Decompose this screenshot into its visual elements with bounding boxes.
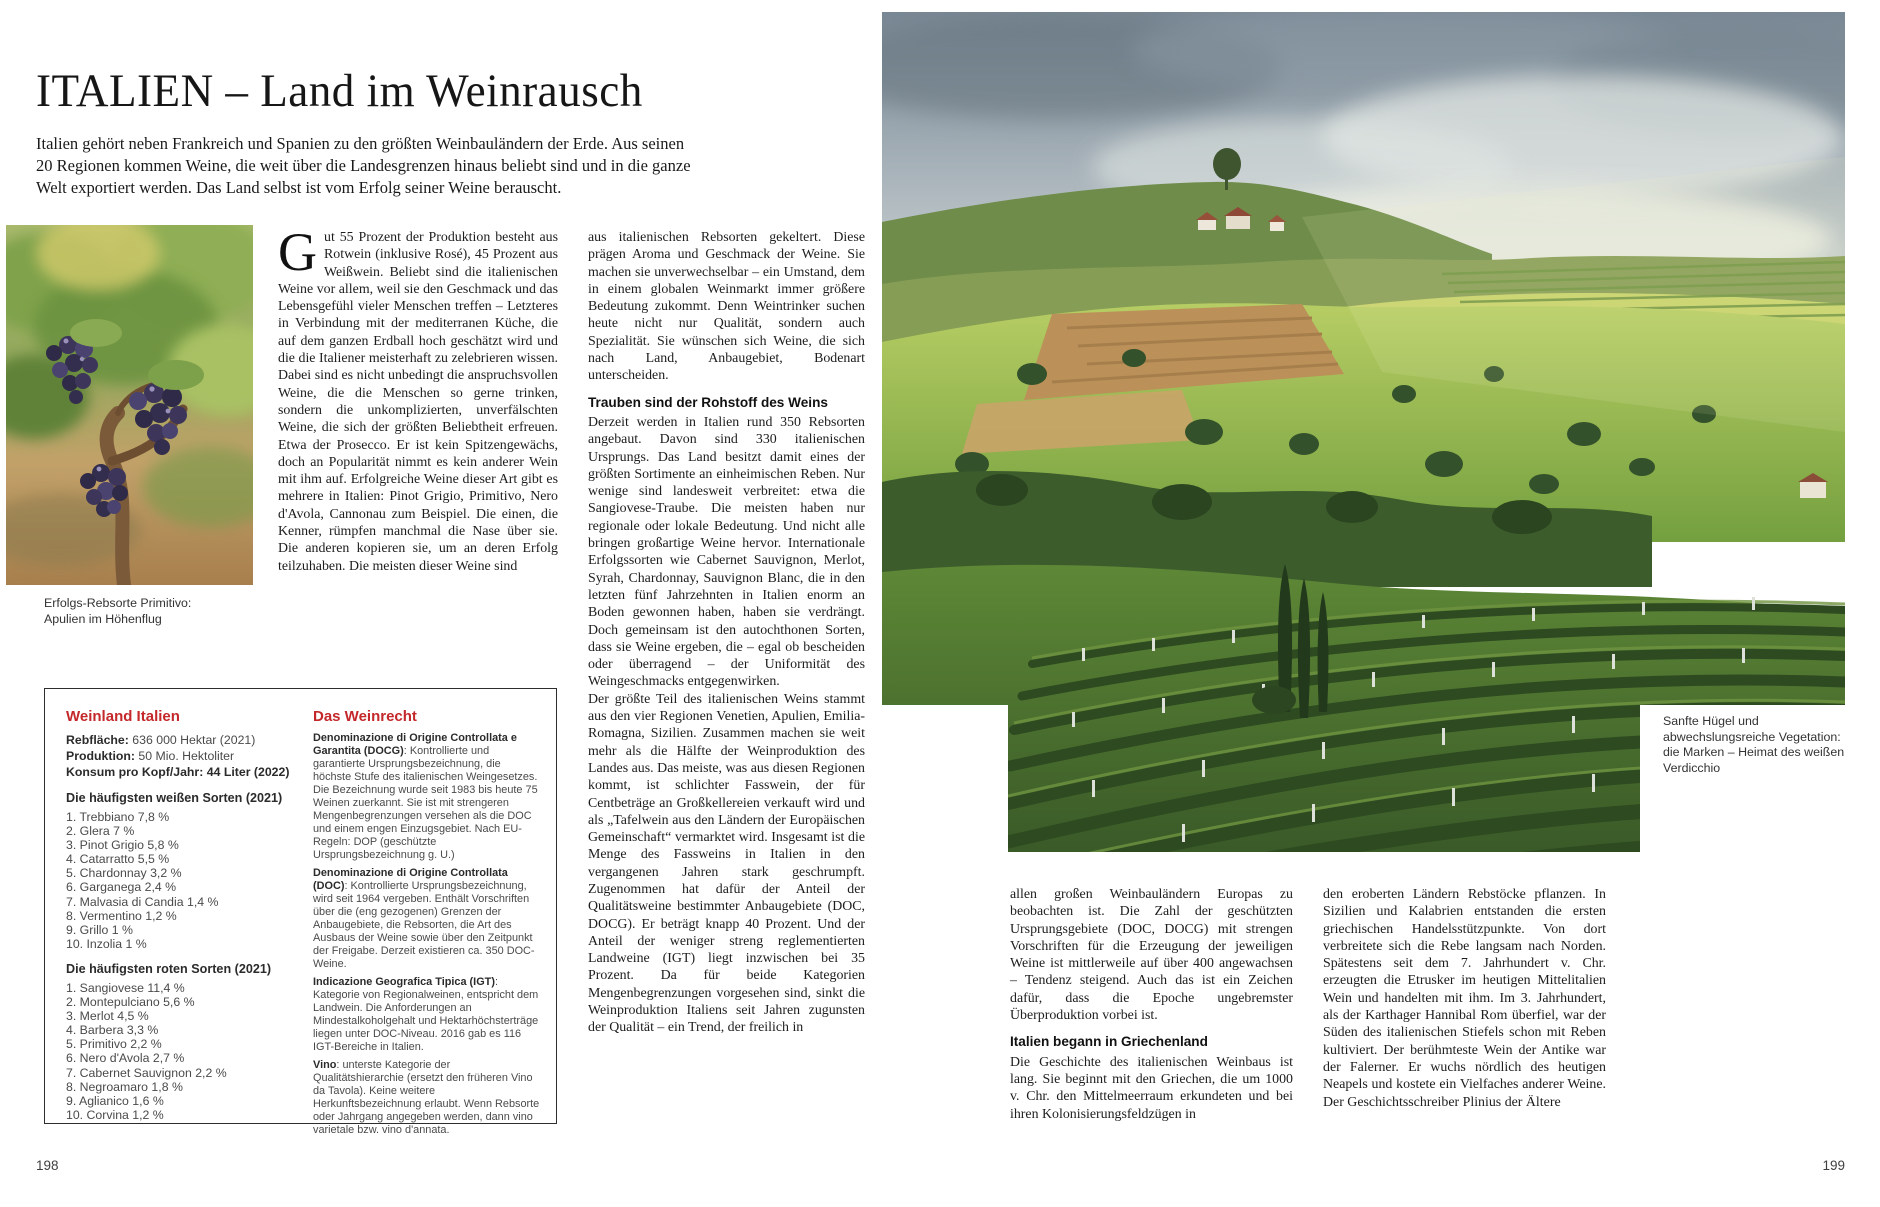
column2-paragraph-3: Der größte Teil des italienischen Weins stammt aus den vier Regionen Venetien, Apulien, Emilia-Romagna, Sizilien. Zusammen machen sie weit mehr als die Hälfte der Weinproduktion des Landes aus. Das meiste, was aus diesen Regionen kommt, ist schlichter Fasswein, der für Centbeträge an Großkellereien verkauft wird und als „Tafelwein aus den Ländern der Europäischen Gemeinschaft“ vermarktet wird. Insgesamt ist die Menge des Fassweins in Italien in den vergangenen Jahren stark geschrumpft. Zugenommen hat dafür der Anteil der Qualitätsweine bestimmter Anbaugebiete (DOC, DOCG). Er beträgt knapp 40 Prozent. Und der Anteil der weniger streng reglementierten Landweine (IGT) liegt inzwischen bei 35 Prozent. Da für beide Kategorien Mengenbegrenzungen vorgesehen sind, sinkt die Weinproduktion Italiens seit Jahren zugunsten der Qualität – ein Trend, der freilich in [588, 691, 865, 1036]
grape-vine-photo [6, 225, 253, 585]
red-varieties-heading: Die häufigsten roten Sorten (2021) [66, 961, 272, 976]
list-item: 2. Glera 7 % [66, 824, 135, 839]
list-item: 7. Malvasia di Candia 1,4 % [66, 894, 219, 909]
list-item: 5. Primitivo 2,2 % [66, 1037, 162, 1052]
white-varieties-list [66, 810, 308, 951]
white-varieties-heading: Die häufigsten weißen Sorten (2021) [66, 791, 283, 805]
weinrecht-text: : Kontrollierte und garantierte Ursprungsbezeichnung, die höchste Stufe des italienischen Weingesetzes. Die Bezeichnung wurde seit 1983 bis heute 75 Weinen zuerkannt. Sie ist mit strengeren Mengenbegrenzungen versehen als die DOC und einem engen Einzugsgebiet. Nach EU-Regeln: DOP (geschützte Ursprungsbezeichnung g. U.) [313, 745, 538, 861]
grape-photo-illustration [6, 225, 253, 585]
columnB-paragraph-1: den eroberten Ländern Rebstöcke pflanzen. In Sizilien und Kalabrien entstanden die ersten griechischen Handelsstützpunkte. Von dort verbreitete sich die Rebe langsam nach Norden. Spätestens seit dem 7. Jahrhundert v. Chr. erzeugten die Etrusker im heutigen Mittelitalien Wein und handelten mit ihm. Im 3. Jahrhundert, als der Karthager Hannibal Rom überfiel, war der Süden des italienischen Stiefels schon mit Reben kultiviert. Der berühmteste Wein der Antike war der Falerner. Er wuchs nördlich des heutigen Neapels und kostete ein Vielfaches anderer Weine. Der Geschichtsschreiber Plinius der Ältere [1323, 887, 1606, 1110]
stat-rebflaeche [66, 732, 308, 748]
section-heading-griechenland: Italien begann in Griechenland [1010, 1034, 1208, 1050]
intro-text: Italien gehört neben Frankreich und Spanien zu den größten Weinbauländern der Erde. Aus seinen 20 Regionen kommen Weine, die weit über die Landesgrenzen hinaus beliebt sind und in die ganze Welt exportiert werden. Das Land selbst ist vom Erfolg seiner Weine berauscht. [36, 134, 691, 197]
stat-label: Konsum pro Kopf/Jahr: [66, 765, 204, 779]
column1-text: ut 55 Prozent der Produktion besteht aus Rotwein (inklusive Rosé), 45 Prozent aus Weißwein. Beliebt sind die italienischen Weine vor allem, weil sie den Geschmack und das Lebensgefühl vieler Menschen treffen – Letzteres in Verbindung mit der mediterranen Küche, die auf dem ganzen Erdball hoch geschätzt wird und die die Italiener meisterhaft zu zelebrieren wissen. Dabei sind es nicht unbedingt die anspruchsvollen Weine, die die Menschen so gerne trinken, sondern die unkomplizierten, unverfälschten Weine, die sich der größten Beliebtheit erfreuen. Etwa der Prosecco. Er ist kein Spitzengewächs, doch an Popularität nimmt es kein anderer Wein mit ihm auf. Erfolgreiche Weine dieser Art gibt es mehrere in Italien: Pinot Grigio, Primitivo, Nero d'Avola, Cannonau zum Beispiel. Die einen, die Kenner, rümpfen manchmal die Nase über sie. Die anderen kopieren sie, um an deren Erfolg teilzuhaben. Die meisten dieser Weine sind [278, 230, 558, 574]
weinrecht-vino [313, 1059, 541, 1137]
infobox-left-column [66, 708, 308, 1122]
stat-produktion [66, 748, 308, 764]
weinrecht-text: : unterste Kategorie der Qualitätshierarchie (ersetzt den früheren Vino da Tavola). Keine weitere Herkunftsbezeichnung erlaubt. Wenn Rebsorte oder Jahrgang angegeben werden, dann vino varietale bzw. vino d'annata. [313, 1059, 540, 1136]
red-varieties-list [66, 981, 308, 1122]
body-column-2 [588, 229, 865, 1037]
wine-infobox [44, 688, 557, 1136]
weinrecht-text: : Kontrollierte Ursprungsbezeichnung, wird seit 1964 vergeben. Enthält Vorschriften über die (eng gezogenen) Grenzen der Anbaugebiete, die Rebsorten, die Art des Ausbaus der Weine sowie über den Zeitpunkt der Freigabe. Derzeit existieren ca. 350 DOC-Weine. [313, 880, 535, 970]
list-item: 1. Sangiovese 11,4 % [66, 980, 185, 995]
stat-label: Rebfläche: [66, 733, 129, 747]
list-item: 2. Montepulciano 5,6 % [66, 995, 195, 1010]
weinrecht-text: : Kategorie von Regionalweinen, entspricht dem Landwein. Die Anforderungen an Mindestalkoholgehalt und Hektarhöchsterträge liegen unter DOC-Niveau. 2016 gab es 116 IGT-Bereiche in Italien. [313, 976, 539, 1053]
columnA-paragraph-1: allen großen Weinbauländern Europas zu beobachten ist. Die Zahl der geschützten Ursprungsgebiete (DOC, DOCG) mit strengen Vorschriften für die Erzeugung der jeweiligen Weine ist mittlerweile auf über 400 angewachsen – Tendenz steigend. Auch das ist ein Zeichen dafür, dass die Epoche ungebremster Überproduktion vorbei ist. [1010, 887, 1293, 1024]
list-item: 7. Cabernet Sauvignon 2,2 % [66, 1065, 227, 1080]
list-item: 10. Inzolia 1 % [66, 936, 147, 951]
list-item: 4. Catarratto 5,5 % [66, 852, 170, 867]
list-item: 3. Pinot Grigio 5,8 % [66, 838, 179, 853]
list-item: 9. Aglianico 1,6 % [66, 1093, 164, 1108]
infobox-right-column [313, 708, 541, 1142]
section-heading-trauben: Trauben sind der Rohstoff des Weins [588, 394, 828, 410]
weinrecht-lead: Indicazione Geografica Tipica (IGT) [313, 976, 495, 988]
column2-paragraph-2: Derzeit werden in Italien rund 350 Rebsorten angebaut. Davon sind 330 italienischen Ursprungs. Das Land besitzt damit eines der größten Sortimente an einheimischen Reben. Nur wenige sind landesweit verbreitet: etwa die Sangiovese-Traube. Die meisten haben nur regionale oder lokale Bedeutung. Und nicht alle bringen großartige Weine hervor. Internationale Erfolgssorten wie Cabernet Sauvignon, Merlot, Syrah, Chardonnay, Sauvignon Blanc, die in den letzten fünf Jahrzehnten in Italien enorm an Boden gewonnen haben, haben sie verdrängt. Doch gemeinsam ist den autochthonen Sorten, dass sie Weine ergeben, die – egal ob bescheiden oder überragend – der Uniformität des Weingeschmacks entgegenwirken. [588, 414, 865, 690]
stat-label: Produktion: [66, 749, 135, 763]
stat-konsum [66, 764, 308, 780]
list-item: 6. Garganega 2,4 % [66, 880, 177, 895]
list-item: 8. Negroamaro 1,8 % [66, 1079, 183, 1094]
infobox-heading-weinland: Weinland Italien [66, 708, 180, 725]
list-item: 9. Grillo 1 % [66, 922, 133, 937]
columnA-paragraph-2: Die Geschichte des italienischen Weinbaus ist lang. Sie beginnt mit den Griechen, die um 1000 v. Chr. den Mittelmeerraum erkundeten und bei ihren Kolonisierungsfeldzügen in [1010, 1054, 1293, 1122]
list-item: 8. Vermentino 1,2 % [66, 908, 177, 923]
list-item: 6. Nero d'Avola 2,7 % [66, 1051, 185, 1066]
column1-paragraph [278, 222, 558, 575]
infobox-heading-weinrecht: Das Weinrecht [313, 708, 417, 725]
weinrecht-lead: Denominazione di Origine Controllata e Garantita (DOCG) [313, 732, 517, 757]
weinrecht-lead: Vino [313, 1059, 337, 1071]
body-column-3 [1010, 886, 1293, 1123]
list-item: 3. Merlot 4,5 % [66, 1009, 149, 1024]
list-item: 10. Corvina 1,2 % [66, 1107, 164, 1122]
drop-cap: G [278, 222, 317, 282]
body-column-4 [1323, 886, 1606, 1111]
weinrecht-docg [313, 732, 541, 862]
page-number-right: 199 [1822, 1158, 1845, 1173]
photo-caption-left: Erfolgs-Rebsorte Primitivo: Apulien im Höhenflug [44, 596, 192, 626]
weinrecht-igt [313, 976, 541, 1054]
list-item: 1. Trebbiano 7,8 % [66, 810, 170, 824]
list-item: 5. Chardonnay 3,2 % [66, 866, 182, 881]
hills [882, 148, 1845, 587]
stat-value: 44 Liter (2022) [206, 765, 290, 779]
body-column-1 [278, 222, 558, 575]
list-item: 4. Barbera 3,3 % [66, 1023, 159, 1038]
column2-paragraph-1: aus italienischen Rebsorten gekeltert. Diese prägen Aroma und Geschmack der Weine. Sie machen sie unverwechselbar – ein Umstand, dem in einem globalen Weinmarkt immer größere Bedeutung zukommt. Denn Weintrinker suchen heute nicht nur Qualität, sondern auch Spezialität. Sie wünschen sich Weine, die sich nach Land, Anbaugebiet, Bodenart unterscheiden. [588, 230, 865, 384]
page-title: ITALIEN – Land im Weinrausch [36, 65, 643, 117]
weinrecht-doc [313, 867, 541, 971]
stat-value: 636 000 Hektar (2021) [132, 733, 256, 747]
stat-value: 50 Mio. Hektoliter [138, 749, 235, 763]
photo-caption-right: Sanfte Hügel und abwechslungsreiche Vegetation: die Marken – Heimat des weißen Verdicchio [1663, 714, 1845, 775]
page-number-left: 198 [36, 1158, 59, 1173]
weinrecht-lead: Denominazione di Origine Controllata (DOC) [313, 867, 508, 892]
